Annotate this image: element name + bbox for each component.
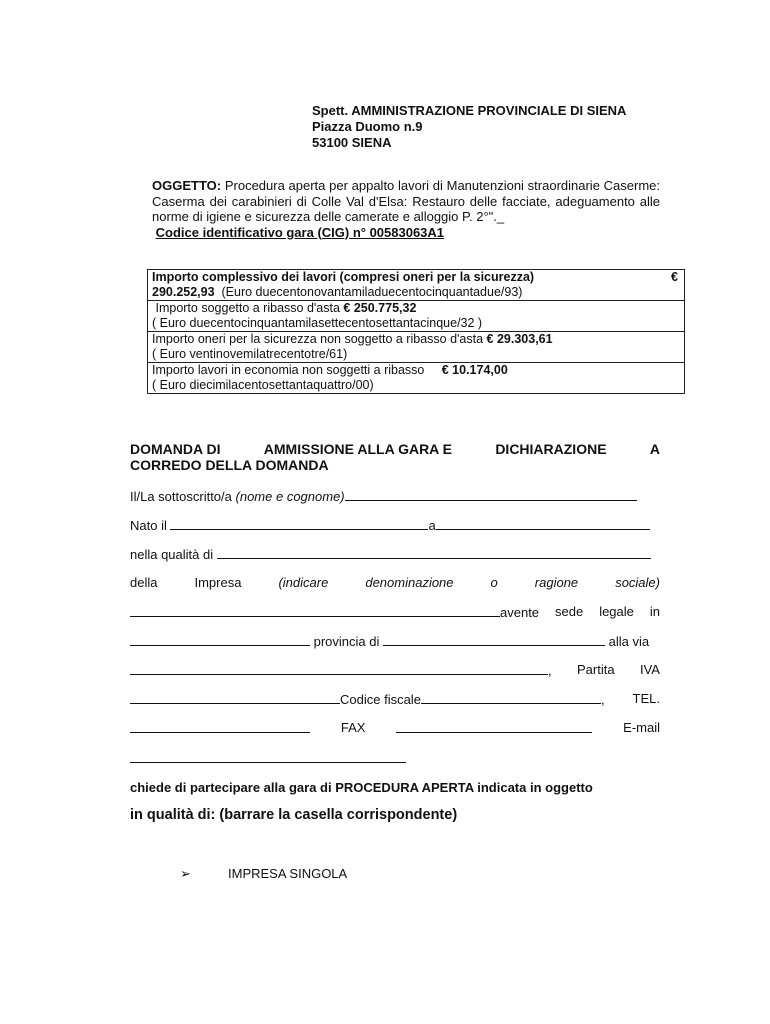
section-heading <box>130 441 660 473</box>
email-label: E-mail <box>623 720 660 735</box>
safety-value: € 29.303,61 <box>486 332 553 346</box>
born-line <box>130 517 660 534</box>
subject-label: OGGETTO: <box>152 178 222 193</box>
company-line <box>130 575 660 591</box>
fax-field[interactable] <box>396 720 592 733</box>
recipient-line-1: Spett. AMMINISTRAZIONE PROVINCIALE DI SIENA <box>312 103 627 118</box>
company-hint-1: (indicare <box>278 575 329 590</box>
heading-word-2: AMMISSIONE ALLA GARA E <box>263 441 453 457</box>
email-line <box>130 750 660 767</box>
born-at-label: a <box>428 518 436 533</box>
cig-code: Codice identificativo gara (CIG) n° 00583063A1 <box>155 224 445 240</box>
heading-word-1: DOMANDA DI <box>130 441 221 457</box>
role-field[interactable] <box>217 546 651 559</box>
subject-block: OGGETTO: Procedura aperta per appalto lavori di Manutenzioni straordinarie Caserme: Caserma dei carabinieri di Colle Val d'Elsa: Restauro delle facciate, adeguamento alle norme di igiene e sicurezza delle camerate e alloggio P. 2°"._ Codice identificativo gara (CIG) n° 00583063A1 <box>152 178 660 240</box>
total-words: (Euro duecentonovantamiladuecentocinquantadue/93) <box>221 285 523 299</box>
city-field[interactable] <box>130 633 310 646</box>
born-label: Nato il <box>130 518 167 533</box>
discount-label: Importo soggetto a ribasso d'asta <box>155 301 340 315</box>
province-line <box>130 633 660 650</box>
company-word-1: della <box>130 575 158 590</box>
street-field[interactable] <box>130 662 548 675</box>
email-field[interactable] <box>130 750 406 763</box>
safety-label: Importo oneri per la sicurezza non soggetto a ribasso d'asta <box>152 332 484 346</box>
discount-value: € 250.775,32 <box>343 301 417 315</box>
economy-label: Importo lavori in economia non soggetti a ribasso <box>152 363 425 377</box>
amount-row-discount <box>148 300 684 331</box>
recipient-line-3: 53100 SIENA <box>312 135 392 150</box>
seat-word-2: sede <box>555 604 584 619</box>
heading-line-2: CORREDO DELLA DOMANDA <box>130 457 329 473</box>
company-word-2: Impresa <box>194 575 242 590</box>
option-impresa-singola[interactable]: IMPRESA SINGOLA <box>228 866 348 881</box>
name-line <box>130 488 660 505</box>
company-hint-2: denominazione <box>365 575 454 590</box>
tel-field[interactable] <box>130 720 310 733</box>
company-hint-4: ragione <box>534 575 579 590</box>
arrow-bullet-icon: ➢ <box>180 866 191 881</box>
amount-row-safety <box>148 331 684 362</box>
fax-label: FAX <box>340 720 366 735</box>
safety-words: ( Euro ventinovemilatrecentotre/61) <box>152 347 348 361</box>
name-hint: (nome e cognome) <box>235 489 345 504</box>
name-label: Il/La sottoscritto/a <box>130 489 232 504</box>
fax-line <box>130 720 660 736</box>
amount-row-economy <box>148 362 684 393</box>
province-field[interactable] <box>383 633 605 646</box>
heading-word-3: DICHIARAZIONE <box>495 441 607 457</box>
street-label: alla via <box>608 634 650 649</box>
vat-word-2: IVA <box>639 662 660 677</box>
total-label: Importo complessivo dei lavori (compresi oneri per la sicurezza) <box>152 270 535 284</box>
seat-word-3: legale <box>599 604 634 619</box>
recipient-address <box>312 103 626 151</box>
role-label: nella qualità di <box>130 547 214 562</box>
tax-code-field[interactable] <box>421 691 601 704</box>
birth-date-field[interactable] <box>170 517 428 530</box>
seat-word-1: avente <box>500 605 540 620</box>
company-hint-3: o <box>490 575 498 590</box>
name-field[interactable] <box>345 488 637 501</box>
heading-word-4: A <box>649 441 660 457</box>
birth-place-field[interactable] <box>436 517 650 530</box>
company-hint-5: sociale) <box>615 575 660 590</box>
amounts-table <box>147 269 685 394</box>
economy-value: € 10.174,00 <box>441 363 508 377</box>
tel-label: TEL. <box>632 691 660 706</box>
tax-line: Codice fiscale , TEL. <box>130 691 660 708</box>
total-value: 290.252,93 <box>152 285 215 299</box>
role-line <box>130 546 660 563</box>
amount-row-total <box>148 270 684 300</box>
total-currency: € <box>671 270 678 284</box>
vat-word-1: Partita <box>577 662 615 677</box>
economy-words: ( Euro diecimilacentosettantaquattro/00) <box>152 378 374 392</box>
request-text: chiede di partecipare alla gara di PROCEDURA APERTA indicata in oggetto <box>130 780 593 795</box>
seat-word-4: in <box>649 604 660 619</box>
province-label: provincia di <box>313 634 380 649</box>
quality-text: in qualità di: (barrare la casella corrispondente) <box>130 807 458 823</box>
subject-text: Procedura aperta per appalto lavori di Manutenzioni straordinarie Caserme: Caserma dei carabinieri di Colle Val d'Elsa: Restauro delle facciate, adeguamento alle norme di igiene e sicurezza delle camerate e alloggio P. 2°". <box>152 178 660 224</box>
discount-words: ( Euro duecentocinquantamilasettecentosettantacinque/32 ) <box>152 316 483 330</box>
vat-line: , Partita IVA <box>130 662 660 679</box>
tax-label: Codice fiscale <box>340 692 421 707</box>
company-name-field[interactable] <box>130 604 500 617</box>
seat-line <box>130 604 660 621</box>
vat-field[interactable] <box>130 691 340 704</box>
recipient-line-2: Piazza Duomo n.9 <box>312 119 423 134</box>
